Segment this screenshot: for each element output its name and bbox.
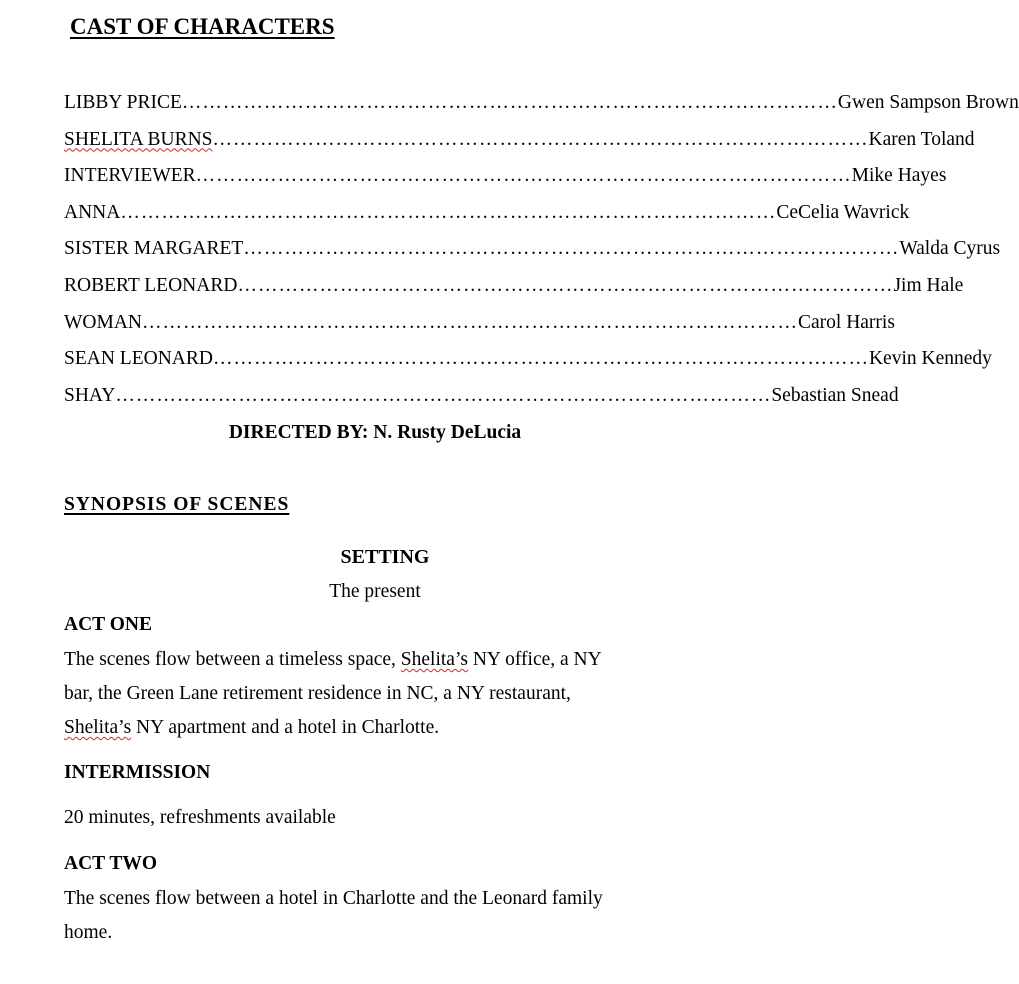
cast-role: INTERVIEWER xyxy=(64,165,196,187)
cast-actor: Mike Hayes xyxy=(851,165,947,187)
intermission-title: INTERMISSION xyxy=(64,762,211,783)
cast-row-anna xyxy=(64,201,910,239)
setting-text: The present xyxy=(329,581,421,602)
cast-actor: Sebastian Snead xyxy=(771,384,899,406)
spellcheck-word: Shelita’s xyxy=(400,649,468,670)
cast-row-interviewer xyxy=(64,165,947,202)
cast-actor: Walda Cyrus xyxy=(899,238,1001,260)
dot-leader: …………………………………………………………………………………… xyxy=(115,384,772,406)
cast-actor: Carol Harris xyxy=(798,311,895,333)
text-span: The scenes flow between a timeless space, xyxy=(64,649,401,670)
dot-leader: …………………………………………………………………………………… xyxy=(212,128,869,150)
text-span: NY office, a NY xyxy=(467,649,602,670)
act-one-line xyxy=(64,643,684,677)
cast-role: ROBERT LEONARD xyxy=(64,274,238,296)
cast-row-sister-margaret xyxy=(64,238,1001,275)
act-one-line: bar, the Green Lane retirement residence in NC, a NY restaurant, xyxy=(64,683,571,704)
act-two-line: home. xyxy=(64,922,113,943)
cast-role: SISTER MARGARET xyxy=(64,238,244,260)
act-two-title: ACT TWO xyxy=(64,853,158,874)
dot-leader: …………………………………………………………………………………… xyxy=(181,92,838,113)
dot-leader: …………………………………………………………………………………… xyxy=(212,348,869,370)
dot-leader: …………………………………………………………………………………… xyxy=(142,311,798,333)
act-one-title: ACT ONE xyxy=(64,614,152,635)
cast-row-shelita-burns xyxy=(64,128,975,166)
cast-row-libby-price xyxy=(64,92,1019,129)
cast-actor: CeCelia Wavrick xyxy=(776,201,910,223)
setting-title: SETTING xyxy=(340,546,430,568)
cast-actor: Gwen Sampson Brown xyxy=(837,92,1019,113)
cast-role: WOMAN xyxy=(64,311,142,333)
cast-role: SEAN LEONARD xyxy=(64,348,213,370)
text-span: NY apartment and a hotel in Charlotte. xyxy=(131,717,440,738)
dot-leader: …………………………………………………………………………………… xyxy=(243,238,900,260)
cast-row-sean-leonard xyxy=(64,348,992,385)
dot-leader: …………………………………………………………………………………… xyxy=(237,274,894,296)
act-two-line: The scenes flow between a hotel in Charlotte and the Leonard family xyxy=(64,888,603,909)
cast-list xyxy=(64,92,1019,421)
cast-row-shay xyxy=(64,384,899,422)
cast-actor: Karen Toland xyxy=(868,128,975,150)
cast-actor: Kevin Kennedy xyxy=(868,348,992,370)
cast-row-woman xyxy=(64,311,895,349)
cast-heading: CAST OF CHARACTERS xyxy=(70,14,335,39)
spellcheck-word: Shelita’s xyxy=(64,717,132,738)
cast-row-robert-leonard xyxy=(64,274,964,312)
act-one-description xyxy=(64,643,684,745)
act-two-description xyxy=(64,882,684,950)
cast-role: LIBBY PRICE xyxy=(64,92,182,113)
cast-role: SHAY xyxy=(64,384,116,406)
act-one-line xyxy=(64,711,684,745)
dot-leader: …………………………………………………………………………………… xyxy=(120,201,777,223)
cast-role: SHELITA BURNS xyxy=(64,128,213,150)
directed-by: DIRECTED BY: N. Rusty DeLucia xyxy=(228,422,522,443)
synopsis-heading: SYNOPSIS OF SCENES xyxy=(64,494,290,515)
dot-leader: …………………………………………………………………………………… xyxy=(195,165,852,187)
cast-role: ANNA xyxy=(64,201,121,223)
intermission-text: 20 minutes, refreshments available xyxy=(64,807,336,828)
cast-actor: Jim Hale xyxy=(893,274,964,296)
